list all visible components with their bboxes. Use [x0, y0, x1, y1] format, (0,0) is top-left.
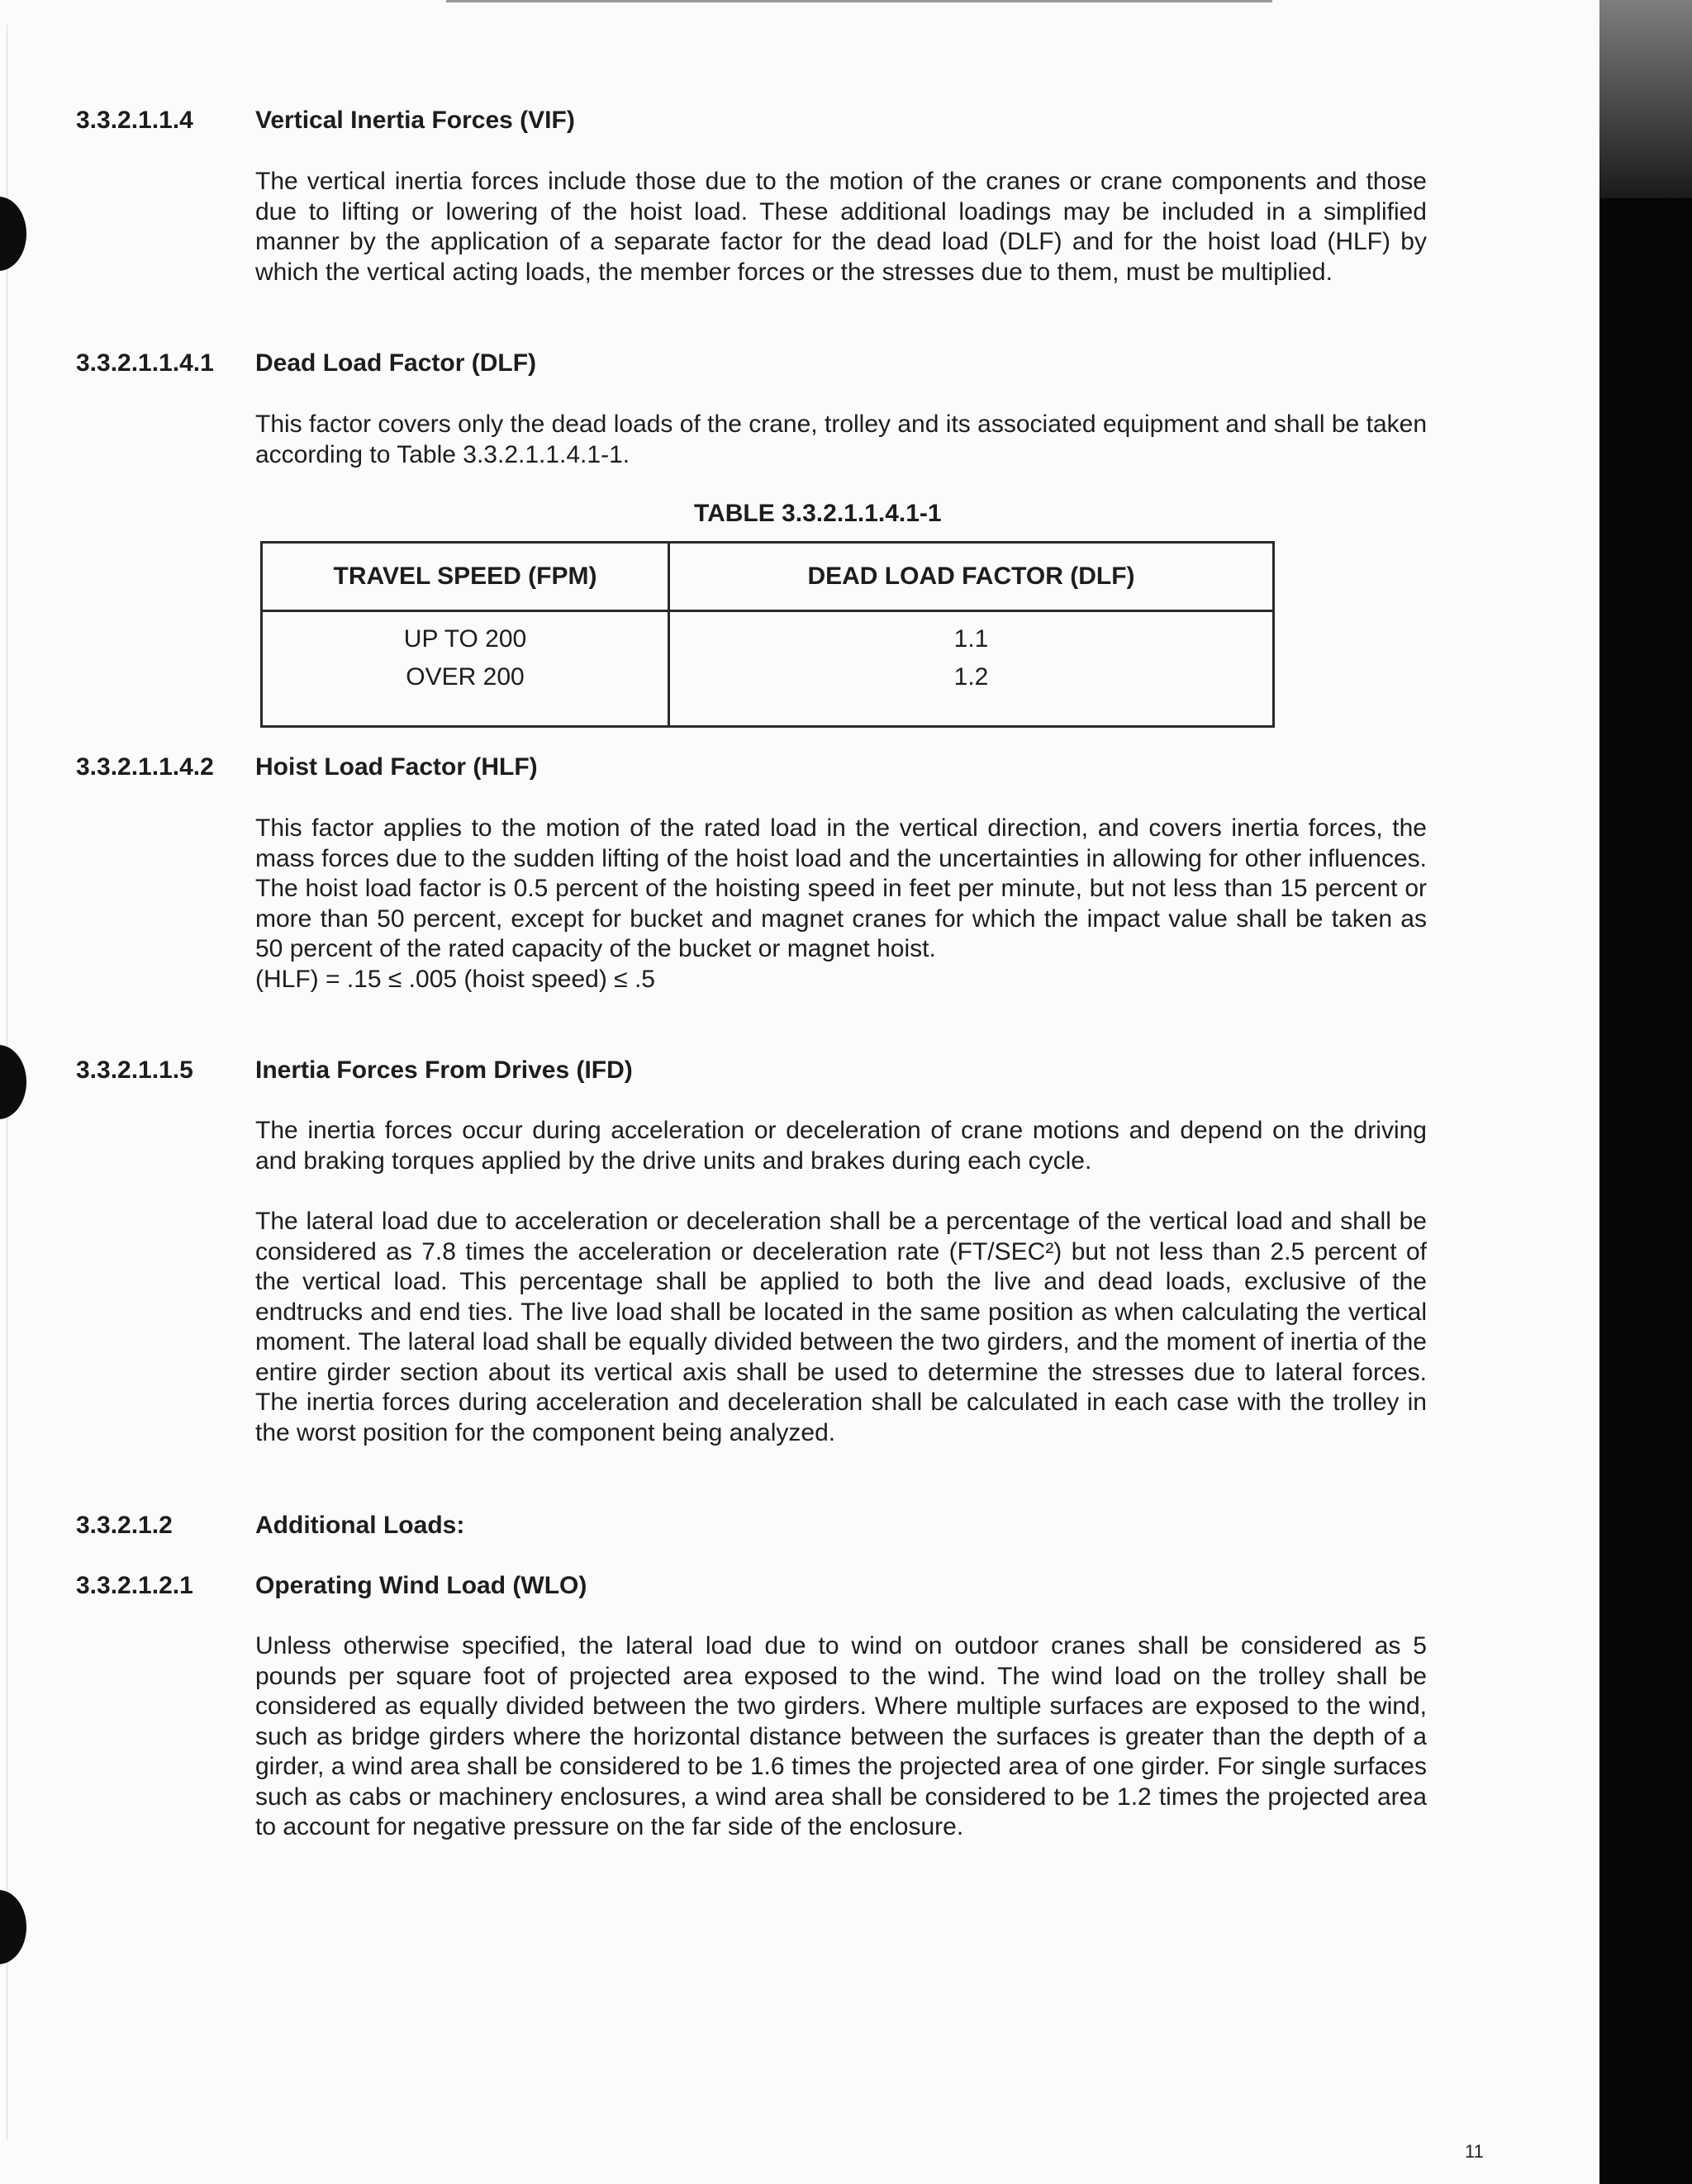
section-number: 3.3.2.1.2.1: [76, 1572, 193, 1599]
section-title: Vertical Inertia Forces (VIF): [255, 107, 575, 134]
paragraph-dlf: This factor covers only the dead loads of the crane, trolley and its associated equipment and shall be taken according to Table 3.3.2.1.1.4.1-1.: [255, 411, 1427, 468]
table-cell-value: 1.2: [953, 663, 989, 691]
paragraph-wlo: Unless otherwise specified, the lateral load due to wind on outdoor cranes shall be considered as 5 pounds per square foot of projected area exposed to the wind. The wind load on the trolley shall be considered as equally divided between the two girders. Where multiple surfaces are exposed to the wind, such as bridge girders where the horizontal distance between the surfaces is greater than the depth of a girder, a wind area shall be considered to be 1.6 times the projected area of one girder. For single surfaces such as cabs or machinery enclosures, a wind area shall be considered to be 1.2 times the projected area to account for negative pressure on the far side of the enclosure.: [255, 1632, 1427, 1840]
section-number: 3.3.2.1.2: [76, 1512, 173, 1539]
paragraph-vif: The vertical inertia forces include those due to the motion of the cranes or crane components and those due to lifting or lowering of the hoist load. These additional loadings may be included in a simplified manner by the application of a separate factor for the dead load (DLF) and for the hoist load (HLF) by which the vertical acting loads, the member forces or the stresses due to them, must be multiplied.: [255, 168, 1427, 286]
scan-dark-edge: [1599, 0, 1692, 2184]
table-title: TABLE 3.3.2.1.1.4.1-1: [694, 500, 942, 527]
table-row: [262, 611, 1274, 727]
section-number: 3.3.2.1.1.5: [76, 1056, 193, 1084]
table-cell-dlf: [669, 611, 1274, 727]
section-heading-additional-loads: [76, 1511, 464, 1541]
paragraph-ifd-2: The lateral load due to acceleration or deceleration shall be a percentage of the vertical load and shall be considered as 7.8 times the acceleration or deceleration rate (FT/SEC²) but not less than 2.5 percent of the vertical load. This percentage shall be applied to both the live and dead loads, exclusive of the endtrucks and end ties. The live load shall be located in the same position as when calculating the vertical moment. The lateral load shall be equally divided between the two girders, and the moment of inertia of the entire girder section about its vertical axis shall be used to determine the stresses due to lateral forces. The inertia forces during acceleration and deceleration shall be calculated in each case with the trolley in the worst position for the component being analyzed.: [255, 1208, 1427, 1446]
section-number: 3.3.2.1.1.4.1: [76, 349, 214, 377]
table-cell-value: UP TO 200: [403, 625, 527, 653]
page-number: 11: [1465, 2141, 1484, 2162]
section-title: Hoist Load Factor (HLF): [255, 753, 538, 781]
section-heading-dlf: [76, 349, 536, 378]
section-heading-ifd: [76, 1056, 633, 1085]
section-number: 3.3.2.1.1.4: [76, 107, 193, 134]
table-header-travel-speed: TRAVEL SPEED (FPM): [262, 543, 669, 611]
table-cell-value: 1.1: [953, 625, 989, 653]
section-heading-vif: [76, 106, 575, 135]
table-header-row: [262, 543, 1274, 611]
section-heading-wlo: [76, 1571, 587, 1601]
paragraph-hlf: [255, 814, 1427, 995]
dead-load-factor-table: [260, 541, 1275, 728]
table-cell-travel-speed: [262, 611, 669, 727]
punch-hole-top: [0, 197, 26, 271]
section-title: Additional Loads:: [255, 1512, 465, 1539]
section-heading-hlf: [76, 753, 538, 782]
punch-hole-bottom: [0, 1890, 26, 1964]
paragraph-hlf-text: This factor applies to the motion of the rated load in the vertical direction, and covers inertia forces, the mass forces due to the sudden lifting of the hoist load and the uncertainties in allowing for other influences. The hoist load factor is 0.5 percent of the hoisting speed in feet per minute, but not less than 15 percent or more than 50 percent, except for bucket and magnet cranes for which the impact value shall be taken as 50 percent of the rated capacity of the bucket or magnet hoist.: [255, 814, 1427, 962]
hlf-formula: (HLF) = .15 ≤ .005 (hoist speed) ≤ .5: [255, 965, 655, 993]
paragraph-ifd-1: The inertia forces occur during acceleration or deceleration of crane motions and depend on the driving and braking torques applied by the drive units and brakes during each cycle.: [255, 1117, 1427, 1175]
section-title: Inertia Forces From Drives (IFD): [255, 1056, 633, 1084]
section-title: Dead Load Factor (DLF): [255, 349, 537, 377]
scan-top-line: [446, 0, 1272, 2]
table-header-dead-load-factor: DEAD LOAD FACTOR (DLF): [669, 543, 1274, 611]
section-title: Operating Wind Load (WLO): [255, 1572, 587, 1599]
table-cell-value: OVER 200: [406, 663, 525, 691]
section-number: 3.3.2.1.1.4.2: [76, 753, 214, 781]
scan-dark-edge-top: [1599, 0, 1692, 198]
punch-hole-middle: [0, 1045, 26, 1119]
